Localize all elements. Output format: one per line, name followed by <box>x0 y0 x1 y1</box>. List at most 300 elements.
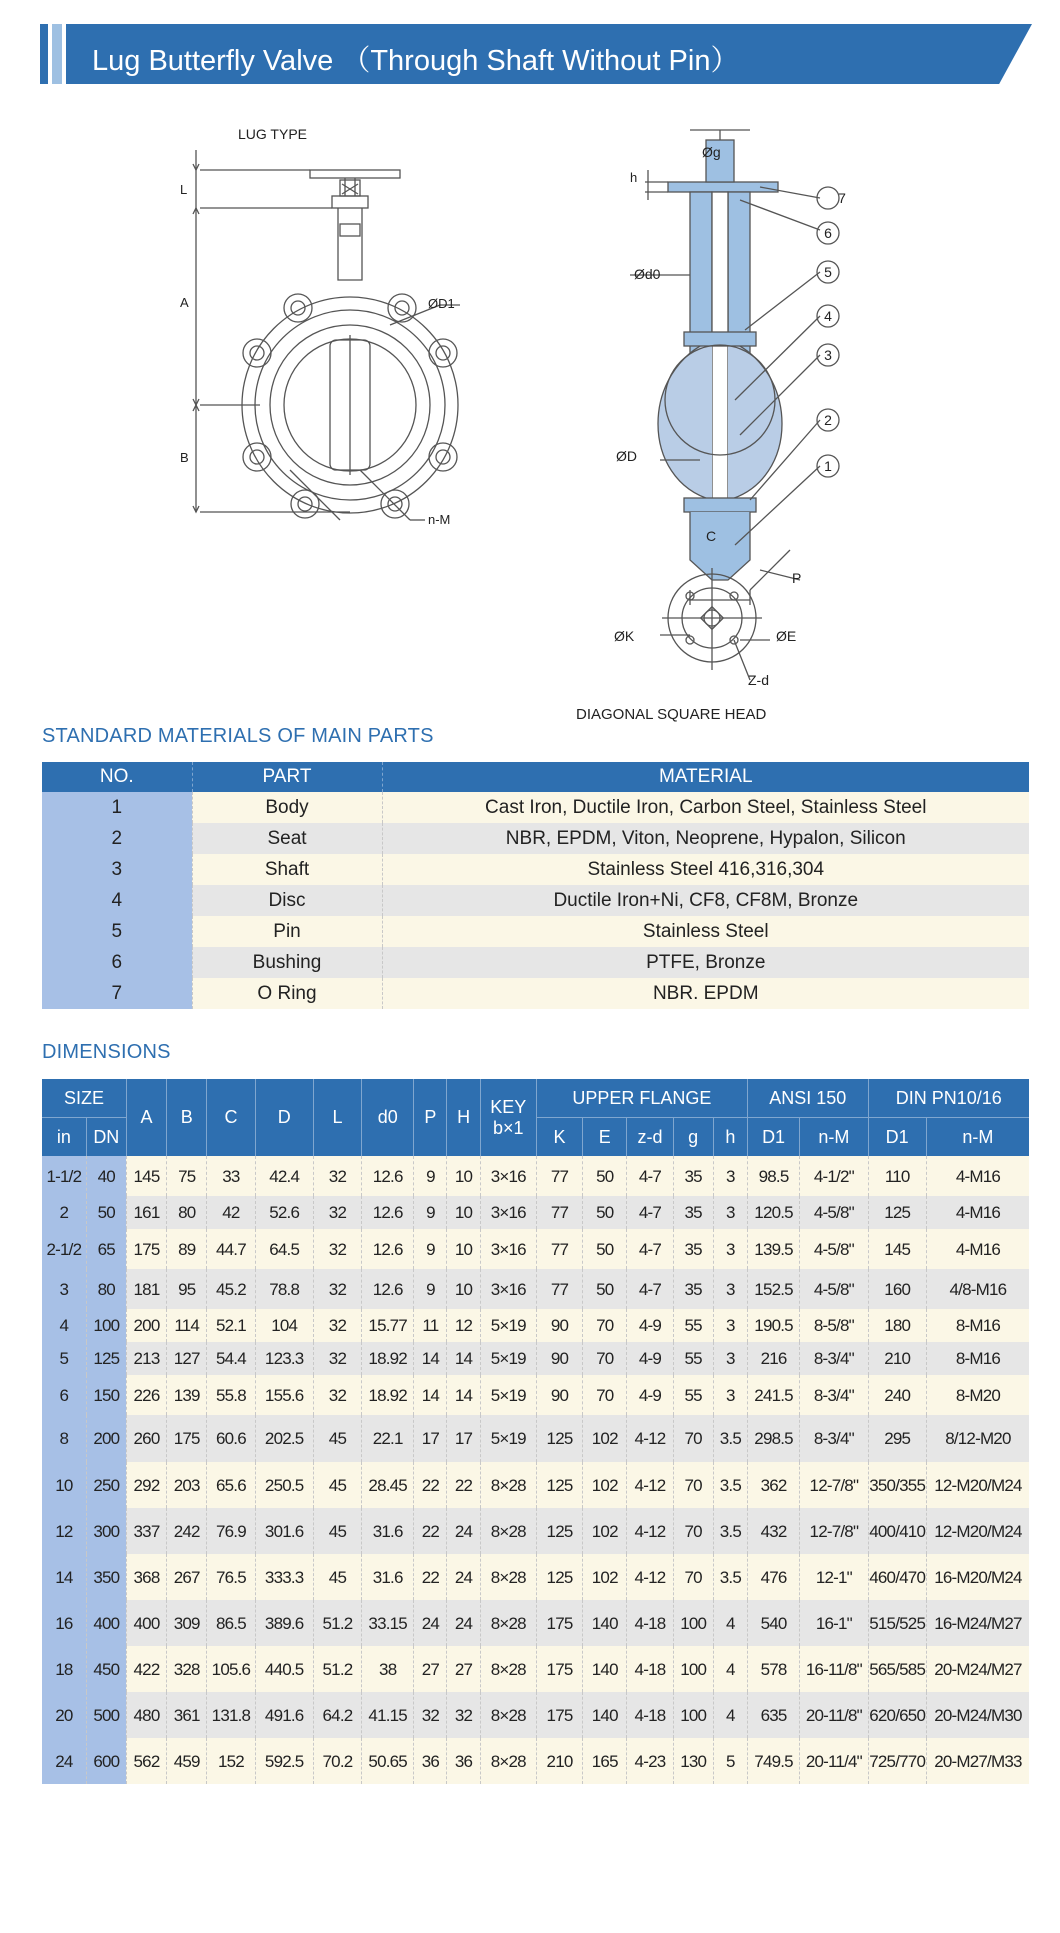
dim-cell-din-d1: 460/470 <box>868 1554 926 1600</box>
dim-cell-d0: 18.92 <box>362 1375 414 1415</box>
dim-cell-ansi-d1: 578 <box>747 1646 799 1692</box>
dim-cell-k: 175 <box>536 1600 582 1646</box>
dim-subheader-ansi-nm: n-M <box>800 1118 868 1157</box>
dim-cell-ansi-nm: 12-1" <box>800 1554 868 1600</box>
dim-cell-b: 459 <box>167 1738 207 1784</box>
dim-cell-p: 36 <box>414 1738 447 1784</box>
dim-cell-d: 78.8 <box>255 1269 313 1309</box>
dim-cell-in: 12 <box>42 1508 86 1554</box>
dim-cell-p: 14 <box>414 1375 447 1415</box>
part-callout-4: 4 <box>824 308 832 324</box>
dim-cell-din-nm: 16-M20/M24 <box>926 1554 1029 1600</box>
dim-cell-in: 5 <box>42 1342 86 1375</box>
dim-cell-din-nm: 4-M16 <box>926 1156 1029 1196</box>
dim-cell-l: 64.2 <box>313 1692 361 1738</box>
dim-cell-d0: 12.6 <box>362 1156 414 1196</box>
dim-cell-c: 44.7 <box>207 1229 255 1269</box>
dim-cell-key: 5×19 <box>480 1342 536 1375</box>
materials-cell-no: 2 <box>42 823 192 854</box>
dim-cell-in: 2 <box>42 1196 86 1229</box>
dim-cell-d0: 12.6 <box>362 1229 414 1269</box>
dim-cell-k: 77 <box>536 1229 582 1269</box>
dim-cell-e: 140 <box>583 1646 627 1692</box>
dim-cell-c: 152 <box>207 1738 255 1784</box>
materials-cell-no: 3 <box>42 854 192 885</box>
materials-cell-part: Seat <box>192 823 382 854</box>
dim-cell-g: 100 <box>673 1646 713 1692</box>
part-callout-1: 1 <box>824 458 832 474</box>
dim-cell-h: 27 <box>447 1646 480 1692</box>
materials-cell-material: Stainless Steel 416,316,304 <box>382 854 1029 885</box>
dim-cell-din-d1: 725/770 <box>868 1738 926 1784</box>
materials-row <box>42 792 1029 823</box>
dim-cell-din-nm: 4/8-M16 <box>926 1269 1029 1309</box>
dim-cell-l: 51.2 <box>313 1600 361 1646</box>
dim-cell-p: 9 <box>414 1196 447 1229</box>
dim-header-key <box>480 1079 536 1156</box>
dim-cell-a: 181 <box>126 1269 166 1309</box>
dim-cell-g: 35 <box>673 1156 713 1196</box>
dim-cell-a: 562 <box>126 1738 166 1784</box>
dim-cell-c: 42 <box>207 1196 255 1229</box>
dim-cell-h: 3.5 <box>713 1508 747 1554</box>
dim-cell-zd: 4-18 <box>627 1692 673 1738</box>
dim-cell-dn: 50 <box>86 1196 126 1229</box>
dim-l-label: L <box>180 182 188 197</box>
dim-cell-b: 114 <box>167 1309 207 1342</box>
dim-cell-zd: 4-9 <box>627 1342 673 1375</box>
dim-cell-k: 125 <box>536 1415 582 1462</box>
dim-g-label: Øg <box>702 144 721 160</box>
dim-cell-ansi-nm: 16-11/8" <box>800 1646 868 1692</box>
dim-cell-a: 260 <box>126 1415 166 1462</box>
dim-cell-d0: 41.15 <box>362 1692 414 1738</box>
dim-cell-h: 14 <box>447 1375 480 1415</box>
materials-cell-part: Body <box>192 792 382 823</box>
dim-cell-h: 3 <box>713 1309 747 1342</box>
dim-cell-din-d1: 295 <box>868 1415 926 1462</box>
dim-cell-h: 4 <box>713 1692 747 1738</box>
dim-cell-h: 10 <box>447 1196 480 1229</box>
dim-cell-din-d1: 515/525 <box>868 1600 926 1646</box>
dim-cell-d: 42.4 <box>255 1156 313 1196</box>
dim-cell-b: 267 <box>167 1554 207 1600</box>
dim-cell-din-d1: 565/585 <box>868 1646 926 1692</box>
dim-cell-c: 105.6 <box>207 1646 255 1692</box>
materials-table <box>42 762 1029 1009</box>
dim-cell-zd: 4-12 <box>627 1462 673 1508</box>
dim-cell-in: 10 <box>42 1462 86 1508</box>
banner-accent-dark <box>40 24 48 84</box>
materials-cell-material: Cast Iron, Ductile Iron, Carbon Steel, Stainless Steel <box>382 792 1029 823</box>
dim-cell-g: 55 <box>673 1375 713 1415</box>
dim-cell-ansi-nm: 4-5/8" <box>800 1269 868 1309</box>
diagonal-square-head-label: DIAGONAL SQUARE HEAD <box>576 706 767 723</box>
dim-cell-p: 14 <box>414 1342 447 1375</box>
dim-cell-din-nm: 8-M16 <box>926 1309 1029 1342</box>
dim-cell-h: 3 <box>713 1269 747 1309</box>
dim-cell-key: 8×28 <box>480 1646 536 1692</box>
dim-header-d0: d0 <box>362 1079 414 1156</box>
dim-cell-d: 250.5 <box>255 1462 313 1508</box>
materials-header-no: NO. <box>42 762 192 792</box>
side-section-view <box>630 130 839 605</box>
dim-cell-in: 3 <box>42 1269 86 1309</box>
dim-cell-din-nm: 20-M24/M30 <box>926 1692 1029 1738</box>
dim-cell-g: 70 <box>673 1462 713 1508</box>
dim-cell-key: 3×16 <box>480 1269 536 1309</box>
dim-cell-ansi-nm: 20-11/4" <box>800 1738 868 1784</box>
dim-cell-h: 17 <box>447 1415 480 1462</box>
dim-cell-d0: 31.6 <box>362 1508 414 1554</box>
dim-cell-h: 24 <box>447 1600 480 1646</box>
dim-header-ansi: ANSI 150 <box>747 1079 868 1118</box>
materials-cell-part: Bushing <box>192 947 382 978</box>
dim-cell-ansi-d1: 216 <box>747 1342 799 1375</box>
materials-cell-material: NBR, EPDM, Viton, Neoprene, Hypalon, Silicon <box>382 823 1029 854</box>
dim-cell-a: 213 <box>126 1342 166 1375</box>
dim-cell-p: 9 <box>414 1156 447 1196</box>
dim-cell-b: 89 <box>167 1229 207 1269</box>
dim-cell-e: 102 <box>583 1554 627 1600</box>
dim-cell-g: 35 <box>673 1196 713 1229</box>
dim-b-label: B <box>180 450 189 465</box>
dim-cell-k: 210 <box>536 1738 582 1784</box>
dim-cell-key: 3×16 <box>480 1156 536 1196</box>
materials-row <box>42 947 1029 978</box>
dim-cell-a: 400 <box>126 1600 166 1646</box>
materials-header-material: MATERIAL <box>382 762 1029 792</box>
dim-cell-dn: 80 <box>86 1269 126 1309</box>
dim-cell-p: 22 <box>414 1554 447 1600</box>
dim-cell-b: 309 <box>167 1600 207 1646</box>
dim-cell-dn: 65 <box>86 1229 126 1269</box>
dim-cell-e: 50 <box>583 1269 627 1309</box>
dim-cell-d0: 12.6 <box>362 1269 414 1309</box>
dimensions-row <box>42 1229 1029 1269</box>
dimensions-row <box>42 1196 1029 1229</box>
dim-cell-k: 125 <box>536 1508 582 1554</box>
dimensions-row <box>42 1156 1029 1196</box>
dim-cell-h: 10 <box>447 1229 480 1269</box>
dim-cell-din-d1: 210 <box>868 1342 926 1375</box>
dim-cell-key: 8×28 <box>480 1554 536 1600</box>
dim-cell-l: 70.2 <box>313 1738 361 1784</box>
dim-cell-zd: 4-7 <box>627 1196 673 1229</box>
dim-cell-g: 55 <box>673 1309 713 1342</box>
dim-cell-b: 242 <box>167 1508 207 1554</box>
dim-zd-label: Z-d <box>748 672 769 688</box>
dim-cell-p: 27 <box>414 1646 447 1692</box>
dim-header-upper-flange: UPPER FLANGE <box>536 1079 747 1118</box>
dim-cell-din-d1: 125 <box>868 1196 926 1229</box>
dim-header-h-upper: H <box>447 1079 480 1156</box>
dim-cell-h: 3.5 <box>713 1554 747 1600</box>
part-callout-2: 2 <box>824 412 832 428</box>
dim-cell-p: 24 <box>414 1600 447 1646</box>
dim-subheader-g: g <box>673 1118 713 1157</box>
dim-cell-din-nm: 20-M24/M27 <box>926 1646 1029 1692</box>
dim-cell-ansi-d1: 98.5 <box>747 1156 799 1196</box>
lug-type-front-view <box>193 150 460 520</box>
dim-cell-p: 9 <box>414 1229 447 1269</box>
dim-cell-din-nm: 12-M20/M24 <box>926 1508 1029 1554</box>
dimensions-table-body <box>42 1156 1029 1784</box>
dim-cell-din-nm: 20-M27/M33 <box>926 1738 1029 1784</box>
dim-cell-ansi-d1: 241.5 <box>747 1375 799 1415</box>
dim-cell-c: 65.6 <box>207 1462 255 1508</box>
dim-cell-zd: 4-9 <box>627 1375 673 1415</box>
dim-cell-in: 18 <box>42 1646 86 1692</box>
materials-cell-part: Pin <box>192 916 382 947</box>
dim-cell-b: 95 <box>167 1269 207 1309</box>
dimensions-row <box>42 1269 1029 1309</box>
valve-drawing-svg <box>0 100 1060 730</box>
dim-subheader-k: K <box>536 1118 582 1157</box>
materials-cell-no: 5 <box>42 916 192 947</box>
dim-cell-e: 70 <box>583 1309 627 1342</box>
dim-cell-d0: 15.77 <box>362 1309 414 1342</box>
dimensions-row <box>42 1554 1029 1600</box>
dim-cell-b: 328 <box>167 1646 207 1692</box>
dim-cell-h: 14 <box>447 1342 480 1375</box>
dim-cell-din-d1: 160 <box>868 1269 926 1309</box>
dim-cell-p: 22 <box>414 1508 447 1554</box>
dim-cell-ansi-d1: 540 <box>747 1600 799 1646</box>
dim-cell-in: 8 <box>42 1415 86 1462</box>
dim-cell-dn: 200 <box>86 1415 126 1462</box>
dim-cell-k: 90 <box>536 1375 582 1415</box>
dim-cell-e: 50 <box>583 1196 627 1229</box>
dim-cell-key: 8×28 <box>480 1692 536 1738</box>
dim-cell-g: 100 <box>673 1692 713 1738</box>
dim-cell-d0: 31.6 <box>362 1554 414 1600</box>
dim-cell-c: 76.9 <box>207 1508 255 1554</box>
dim-cell-l: 32 <box>313 1269 361 1309</box>
dimensions-row <box>42 1508 1029 1554</box>
dim-cell-in: 1-1/2 <box>42 1156 86 1196</box>
dim-cell-din-nm: 12-M20/M24 <box>926 1462 1029 1508</box>
dim-subheader-dn: DN <box>86 1118 126 1157</box>
materials-cell-no: 4 <box>42 885 192 916</box>
dim-cell-k: 125 <box>536 1462 582 1508</box>
dim-cell-d0: 38 <box>362 1646 414 1692</box>
dim-cell-din-nm: 4-M16 <box>926 1196 1029 1229</box>
dim-cell-d: 64.5 <box>255 1229 313 1269</box>
dim-cell-din-d1: 110 <box>868 1156 926 1196</box>
dim-cell-dn: 40 <box>86 1156 126 1196</box>
dim-cell-din-d1: 350/355 <box>868 1462 926 1508</box>
dim-cell-k: 77 <box>536 1196 582 1229</box>
dim-cell-b: 203 <box>167 1462 207 1508</box>
dim-header-c: C <box>207 1079 255 1156</box>
dim-cell-l: 32 <box>313 1375 361 1415</box>
dim-cell-h: 22 <box>447 1462 480 1508</box>
dim-cell-b: 175 <box>167 1415 207 1462</box>
dim-cell-ansi-nm: 12-7/8" <box>800 1462 868 1508</box>
dim-cell-d0: 28.45 <box>362 1462 414 1508</box>
dim-cell-l: 45 <box>313 1462 361 1508</box>
dim-d-label: ØD <box>616 448 637 464</box>
dim-cell-d0: 12.6 <box>362 1196 414 1229</box>
dim-cell-zd: 4-12 <box>627 1508 673 1554</box>
dim-cell-zd: 4-7 <box>627 1156 673 1196</box>
dim-header-d: D <box>255 1079 313 1156</box>
dim-subheader-din-nm: n-M <box>926 1118 1029 1157</box>
dim-cell-d: 389.6 <box>255 1600 313 1646</box>
dim-cell-h: 3 <box>713 1196 747 1229</box>
dimensions-row <box>42 1462 1029 1508</box>
dim-cell-d: 155.6 <box>255 1375 313 1415</box>
dim-cell-h: 3 <box>713 1375 747 1415</box>
dim-cell-ansi-nm: 12-7/8" <box>800 1508 868 1554</box>
dim-cell-din-d1: 145 <box>868 1229 926 1269</box>
dim-cell-in: 24 <box>42 1738 86 1784</box>
materials-cell-no: 1 <box>42 792 192 823</box>
dim-cell-k: 90 <box>536 1342 582 1375</box>
dim-cell-dn: 125 <box>86 1342 126 1375</box>
dim-cell-b: 80 <box>167 1196 207 1229</box>
dim-cell-g: 35 <box>673 1229 713 1269</box>
dim-cell-d: 52.6 <box>255 1196 313 1229</box>
dim-cell-d0: 18.92 <box>362 1342 414 1375</box>
materials-cell-part: Shaft <box>192 854 382 885</box>
banner-accent-light <box>52 24 62 84</box>
dim-cell-a: 368 <box>126 1554 166 1600</box>
part-callout-6: 6 <box>824 225 832 241</box>
dim-cell-ansi-d1: 152.5 <box>747 1269 799 1309</box>
dimensions-table <box>42 1079 1029 1784</box>
dim-cell-k: 77 <box>536 1269 582 1309</box>
dim-cell-in: 4 <box>42 1309 86 1342</box>
dim-cell-c: 45.2 <box>207 1269 255 1309</box>
dim-cell-b: 361 <box>167 1692 207 1738</box>
dimensions-row <box>42 1342 1029 1375</box>
dim-cell-a: 226 <box>126 1375 166 1415</box>
dim-cell-h: 24 <box>447 1508 480 1554</box>
dim-cell-din-nm: 8/12-M20 <box>926 1415 1029 1462</box>
dim-cell-p: 11 <box>414 1309 447 1342</box>
dim-cell-g: 130 <box>673 1738 713 1784</box>
dim-cell-k: 90 <box>536 1309 582 1342</box>
part-callout-5: 5 <box>824 264 832 280</box>
dim-subheader-h: h <box>713 1118 747 1157</box>
dim-cell-dn: 500 <box>86 1692 126 1738</box>
dim-cell-c: 76.5 <box>207 1554 255 1600</box>
dim-cell-in: 16 <box>42 1600 86 1646</box>
dim-cell-dn: 450 <box>86 1646 126 1692</box>
dim-cell-key: 3×16 <box>480 1196 536 1229</box>
dim-cell-din-d1: 620/650 <box>868 1692 926 1738</box>
dim-cell-e: 102 <box>583 1508 627 1554</box>
dim-cell-din-nm: 4-M16 <box>926 1229 1029 1269</box>
dimensions-row <box>42 1692 1029 1738</box>
materials-cell-part: O Ring <box>192 978 382 1009</box>
dim-cell-k: 175 <box>536 1646 582 1692</box>
dimensions-row <box>42 1646 1029 1692</box>
dim-cell-zd: 4-23 <box>627 1738 673 1784</box>
title-banner <box>40 24 1030 84</box>
dimensions-section-title: DIMENSIONS <box>42 1041 171 1063</box>
part-callout-3: 3 <box>824 347 832 363</box>
dim-cell-l: 32 <box>313 1156 361 1196</box>
dim-cell-din-nm: 16-M24/M27 <box>926 1600 1029 1646</box>
dim-cell-d: 202.5 <box>255 1415 313 1462</box>
dim-cell-l: 32 <box>313 1229 361 1269</box>
dim-cell-d: 104 <box>255 1309 313 1342</box>
dim-cell-e: 70 <box>583 1342 627 1375</box>
dim-cell-p: 32 <box>414 1692 447 1738</box>
dim-cell-b: 139 <box>167 1375 207 1415</box>
dim-cell-k: 125 <box>536 1554 582 1600</box>
dim-cell-e: 140 <box>583 1692 627 1738</box>
dim-cell-g: 70 <box>673 1415 713 1462</box>
dim-cell-h: 3 <box>713 1229 747 1269</box>
dim-cell-ansi-nm: 20-11/8" <box>800 1692 868 1738</box>
dim-cell-dn: 150 <box>86 1375 126 1415</box>
dim-cell-h: 36 <box>447 1738 480 1784</box>
dim-cell-key: 5×19 <box>480 1309 536 1342</box>
dim-cell-h: 10 <box>447 1156 480 1196</box>
dim-header-key-bottom: b×1 <box>493 1117 524 1138</box>
dim-cell-key: 8×28 <box>480 1508 536 1554</box>
materials-cell-part: Disc <box>192 885 382 916</box>
dim-cell-key: 3×16 <box>480 1229 536 1269</box>
materials-cell-material: PTFE, Bronze <box>382 947 1029 978</box>
dim-cell-ansi-d1: 298.5 <box>747 1415 799 1462</box>
dim-cell-c: 86.5 <box>207 1600 255 1646</box>
dim-header-din: DIN PN10/16 <box>868 1079 1029 1118</box>
dim-cell-h: 24 <box>447 1554 480 1600</box>
dim-cell-l: 51.2 <box>313 1646 361 1692</box>
dim-cell-l: 45 <box>313 1415 361 1462</box>
dim-cell-k: 77 <box>536 1156 582 1196</box>
dim-cell-c: 55.8 <box>207 1375 255 1415</box>
dim-cell-ansi-d1: 362 <box>747 1462 799 1508</box>
dim-cell-a: 480 <box>126 1692 166 1738</box>
dim-header-size: SIZE <box>42 1079 126 1118</box>
dim-cell-key: 5×19 <box>480 1375 536 1415</box>
dim-cell-g: 55 <box>673 1342 713 1375</box>
dim-cell-e: 102 <box>583 1462 627 1508</box>
materials-cell-material: Stainless Steel <box>382 916 1029 947</box>
dim-cell-d: 592.5 <box>255 1738 313 1784</box>
dim-cell-a: 337 <box>126 1508 166 1554</box>
dim-nm-label: n-M <box>428 512 451 527</box>
dim-cell-h: 12 <box>447 1309 480 1342</box>
dim-subheader-e: E <box>583 1118 627 1157</box>
dim-a-label: A <box>180 295 189 310</box>
dim-cell-d: 333.3 <box>255 1554 313 1600</box>
dim-cell-h: 5 <box>713 1738 747 1784</box>
dim-cell-d0: 22.1 <box>362 1415 414 1462</box>
materials-cell-material: NBR. EPDM <box>382 978 1029 1009</box>
dim-cell-d: 440.5 <box>255 1646 313 1692</box>
dim-subheader-din-d1: D1 <box>868 1118 926 1157</box>
dimensions-row <box>42 1309 1029 1342</box>
dim-cell-a: 292 <box>126 1462 166 1508</box>
dim-header-l: L <box>313 1079 361 1156</box>
dim-cell-l: 45 <box>313 1554 361 1600</box>
dim-subheader-ansi-d1: D1 <box>747 1118 799 1157</box>
dim-cell-g: 100 <box>673 1600 713 1646</box>
dim-cell-ansi-d1: 139.5 <box>747 1229 799 1269</box>
dim-cell-dn: 350 <box>86 1554 126 1600</box>
dim-cell-din-d1: 400/410 <box>868 1508 926 1554</box>
dim-cell-zd: 4-12 <box>627 1554 673 1600</box>
dim-cell-a: 175 <box>126 1229 166 1269</box>
dim-cell-zd: 4-18 <box>627 1646 673 1692</box>
